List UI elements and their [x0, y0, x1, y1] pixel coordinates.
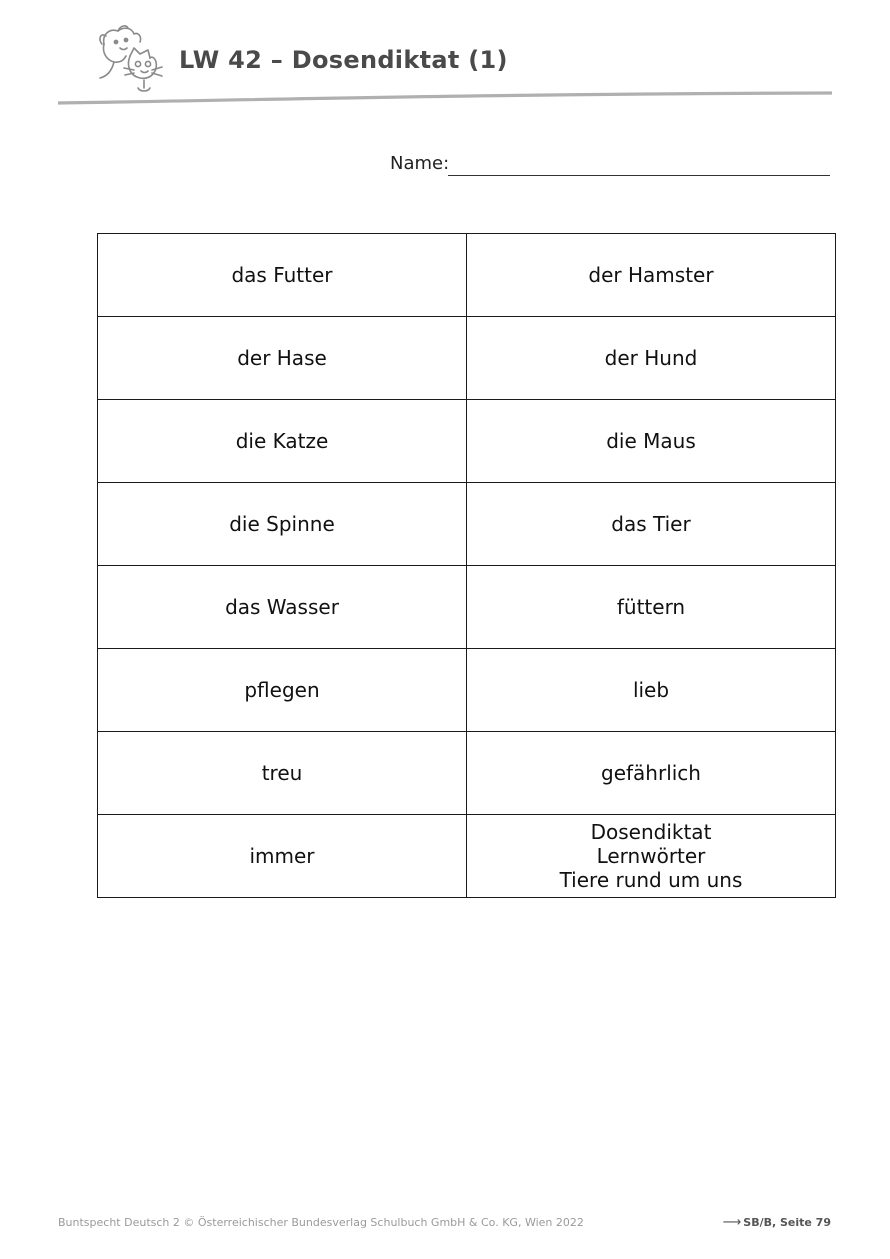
word-cell: gefährlich [467, 732, 836, 815]
word-cell: die Maus [467, 400, 836, 483]
table-row [98, 234, 836, 317]
table-row [98, 566, 836, 649]
right-arrow-icon: ⟶ [722, 1215, 742, 1230]
table-row [98, 815, 836, 898]
table-row [98, 649, 836, 732]
word-cell: der Hase [98, 317, 467, 400]
word-cell: das Tier [467, 483, 836, 566]
label-cell [467, 815, 836, 898]
footer-reference-text: SB/B, Seite 79 [743, 1216, 831, 1229]
word-cell: das Wasser [98, 566, 467, 649]
name-label: Name: [390, 153, 450, 174]
word-cell: pflegen [98, 649, 467, 732]
label-line-topic: Tiere rund um uns [559, 868, 743, 892]
footer-reference [723, 1215, 831, 1230]
word-cell: füttern [467, 566, 836, 649]
label-line-subtitle: Lernwörter [596, 844, 706, 868]
word-cell: lieb [467, 649, 836, 732]
table-row [98, 483, 836, 566]
word-cell: die Spinne [98, 483, 467, 566]
page-title: LW 42 – Dosendiktat (1) [179, 46, 508, 74]
word-cell: der Hamster [467, 234, 836, 317]
word-cell: der Hund [467, 317, 836, 400]
footer-copyright: Buntspecht Deutsch 2 © Österreichischer Bundesverlag Schulbuch GmbH & Co. KG, Wien 2022 [58, 1216, 584, 1229]
word-table [97, 233, 836, 898]
name-write-line[interactable] [448, 175, 830, 176]
table-row [98, 732, 836, 815]
table-row [98, 400, 836, 483]
word-cell: immer [98, 815, 467, 898]
word-cell: treu [98, 732, 467, 815]
label-line-title: Dosendiktat [590, 820, 712, 844]
dog-and-cat-mascot-icon [94, 22, 168, 94]
table-row [98, 317, 836, 400]
word-cell: die Katze [98, 400, 467, 483]
header-divider [58, 88, 832, 108]
word-cell: das Futter [98, 234, 467, 317]
